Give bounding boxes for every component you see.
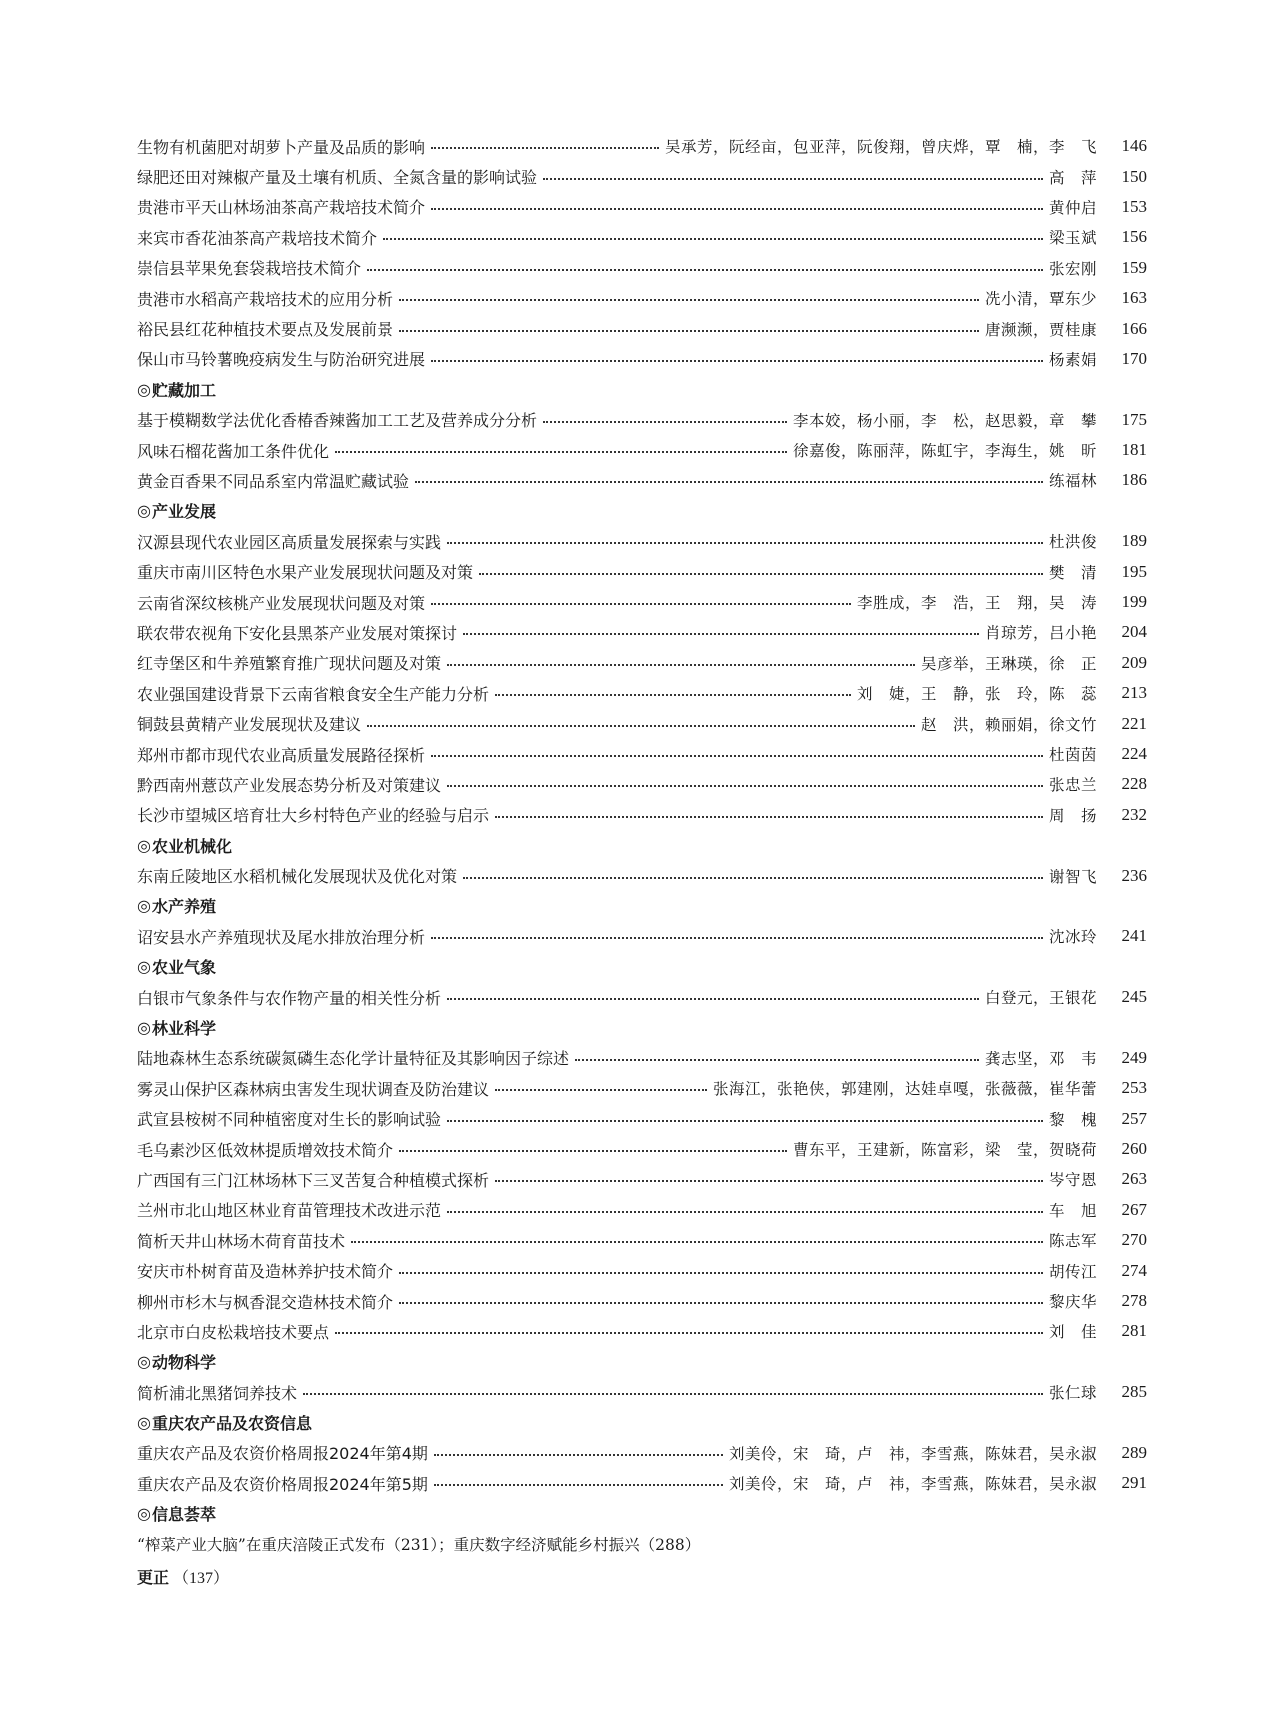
entry-authors: 龚志坚，邓 韦 (984, 1049, 1097, 1068)
entry-page-number: 228 (1121, 774, 1147, 794)
entry-authors: 谢智飞 (1048, 867, 1097, 886)
toc-entry[interactable] (137, 708, 1147, 738)
entry-page-number: 263 (1121, 1169, 1147, 1189)
entry-authors: 张海江，张艳侠，郭建刚，达娃卓嘎，张薇薇，崔华蕾 (712, 1080, 1097, 1099)
entry-title: 贵港市平天山林场油茶高产栽培技术简介 (137, 198, 426, 218)
dot-leader (431, 208, 1043, 210)
entry-authors: 刘美伶，宋 琦，卢 祎，李雪燕，陈妹君，吴永淑 (728, 1475, 1097, 1494)
entry-title: 广西国有三门江林场林下三叉苦复合种植模式探析 (137, 1170, 490, 1190)
dot-leader (399, 330, 979, 332)
entry-title: 安庆市朴树育苗及造林养护技术简介 (137, 1262, 394, 1282)
section-marker: ◎ (137, 1413, 151, 1433)
entry-page-number: 146 (1121, 136, 1147, 156)
dot-leader (495, 1089, 707, 1091)
section-heading (137, 830, 1147, 860)
entry-title: 云南省深纹核桃产业发展现状问题及对策 (137, 593, 426, 613)
entry-authors: 唐濒濒，贾桂康 (984, 320, 1097, 339)
entry-authors: 杜洪俊 (1048, 533, 1097, 552)
entry-page-number: 166 (1121, 318, 1147, 338)
entry-page-number: 245 (1121, 987, 1147, 1007)
entry-title: 裕民县红花种植技术要点及发展前景 (137, 320, 394, 340)
entry-page-number: 270 (1121, 1230, 1147, 1250)
entry-page-number: 285 (1121, 1382, 1147, 1402)
entry-authors: 曹东平，王建新，陈富彩，梁 莹，贺晓荷 (792, 1141, 1097, 1160)
dot-leader (463, 633, 979, 635)
dot-leader (367, 725, 915, 727)
dot-leader (479, 573, 1043, 575)
entry-page-number: 260 (1121, 1139, 1147, 1159)
toc-entry[interactable] (137, 587, 1147, 617)
table-of-contents (137, 131, 1147, 1593)
entry-page-number: 291 (1121, 1473, 1147, 1493)
toc-entry[interactable] (137, 435, 1147, 465)
dot-leader (335, 1332, 1043, 1334)
entry-page-number: 186 (1121, 470, 1147, 490)
section-label: 信息荟萃 (151, 1505, 216, 1525)
entry-title: 简析天井山林场木荷育苗技术 (137, 1231, 346, 1251)
entry-page-number: 253 (1121, 1078, 1147, 1098)
dot-leader (543, 178, 1043, 180)
toc-entry[interactable] (137, 1255, 1147, 1285)
entry-page-number: 156 (1121, 227, 1147, 247)
entry-authors: 刘 佳 (1048, 1323, 1097, 1342)
dot-leader (495, 1180, 1043, 1182)
toc-entry[interactable] (137, 344, 1147, 374)
entry-authors: 白登元，王银花 (984, 989, 1097, 1008)
toc-entry[interactable] (137, 678, 1147, 708)
entry-authors: 胡传江 (1048, 1262, 1097, 1281)
dot-leader (447, 785, 1043, 787)
entry-authors: 陈志军 (1048, 1232, 1097, 1251)
dot-leader (447, 542, 1043, 544)
dot-leader (431, 603, 851, 605)
section-label: 贮藏加工 (151, 380, 216, 400)
toc-entry[interactable] (137, 739, 1147, 769)
dot-leader (447, 1120, 1043, 1122)
entry-page-number: 150 (1121, 166, 1147, 186)
correction-page: （137） (173, 1569, 230, 1587)
dot-leader (351, 1241, 1043, 1243)
entry-page-number: 189 (1121, 531, 1147, 551)
entry-authors: 车 旭 (1048, 1201, 1097, 1220)
section-marker: ◎ (137, 1504, 151, 1524)
entry-page-number: 163 (1121, 288, 1147, 308)
entry-page-number: 204 (1121, 622, 1147, 642)
section-heading (137, 952, 1147, 982)
toc-entry[interactable] (137, 1468, 1147, 1498)
entry-title: 保山市马铃薯晚疫病发生与防治研究进展 (137, 350, 426, 370)
entry-title: 生物有机菌肥对胡萝卜产量及品质的影响 (137, 137, 426, 157)
section-marker: ◎ (137, 379, 151, 399)
entry-title: 铜鼓县黄精产业发展现状及建议 (137, 715, 362, 735)
section-label: 动物科学 (151, 1353, 216, 1373)
toc-entry[interactable] (137, 192, 1147, 222)
dot-leader (431, 755, 1043, 757)
entry-page-number: 153 (1121, 196, 1147, 216)
entry-authors: 黎 槐 (1048, 1110, 1097, 1129)
entry-page-number: 221 (1121, 713, 1147, 733)
dot-leader (447, 998, 979, 1000)
dot-leader (495, 816, 1043, 818)
entry-title: 郑州市都市现代农业高质量发展路径探析 (137, 745, 426, 765)
entry-authors: 樊 清 (1048, 563, 1097, 582)
toc-entry[interactable] (137, 131, 1147, 161)
dot-leader (447, 1211, 1043, 1213)
dot-leader (434, 1484, 723, 1486)
section-marker: ◎ (137, 1352, 151, 1372)
dot-leader (495, 694, 851, 696)
section-label: 林业科学 (151, 1019, 216, 1039)
entry-page-number: 257 (1121, 1108, 1147, 1128)
dot-leader (463, 877, 1043, 879)
entry-title: 红寺堡区和牛养殖繁育推广现状问题及对策 (137, 654, 442, 674)
toc-entry[interactable] (137, 982, 1147, 1012)
dot-leader (367, 269, 1043, 271)
entry-authors: 赵 洪，赖丽娟，徐文竹 (920, 715, 1097, 734)
entry-title: 黄金百香果不同品系室内常温贮藏试验 (137, 471, 410, 491)
entry-authors: 岑守恩 (1048, 1171, 1097, 1190)
toc-entry[interactable] (137, 1073, 1147, 1103)
entry-title: 重庆农产品及农资价格周报2024年第4期 (137, 1444, 428, 1464)
entry-page-number: 232 (1121, 804, 1147, 824)
entry-title: 雾灵山保护区森林病虫害发生现状调查及防治建议 (137, 1079, 490, 1099)
dot-leader (399, 299, 979, 301)
entry-title: 北京市白皮松栽培技术要点 (137, 1322, 330, 1342)
toc-entry[interactable] (137, 648, 1147, 678)
toc-entry[interactable] (137, 617, 1147, 647)
entry-title: 重庆市南川区特色水果产业发展现状问题及对策 (137, 563, 474, 583)
entry-page-number: 278 (1121, 1291, 1147, 1311)
toc-entry[interactable] (137, 405, 1147, 435)
dot-leader (415, 481, 1043, 483)
dot-leader (383, 238, 1043, 240)
toc-entry[interactable] (137, 1286, 1147, 1316)
toc-entry[interactable] (137, 1195, 1147, 1225)
entry-title: 来宾市香花油茶高产栽培技术简介 (137, 228, 378, 248)
entry-title: 东南丘陵地区水稻机械化发展现状及优化对策 (137, 867, 458, 887)
entry-authors: 李本姣，杨小丽，李 松，赵思毅，章 攀 (792, 411, 1097, 430)
dot-leader (335, 451, 787, 453)
entry-title: 毛乌素沙区低效林提质增效技术简介 (137, 1140, 394, 1160)
toc-entry[interactable] (137, 1134, 1147, 1164)
entry-authors: 肖琼芳，吕小艳 (984, 624, 1097, 643)
entry-title: 农业强国建设背景下云南省粮食安全生产能力分析 (137, 684, 490, 704)
section-heading (137, 1499, 1147, 1529)
dot-leader (543, 421, 787, 423)
entry-authors: 黄仲启 (1048, 198, 1097, 217)
toc-entry[interactable] (137, 921, 1147, 951)
entry-authors: 周 扬 (1048, 806, 1097, 825)
section-heading (137, 374, 1147, 404)
entry-page-number: 267 (1121, 1199, 1147, 1219)
toc-entry[interactable] (137, 1104, 1147, 1134)
entry-authors: 练福林 (1048, 472, 1097, 491)
entry-title: 长沙市望城区培育壮大乡村特色产业的经验与启示 (137, 806, 490, 826)
toc-entry[interactable] (137, 860, 1147, 890)
entry-authors: 冼小清，覃东少 (984, 290, 1097, 309)
entry-title: 联农带农视角下安化县黑茶产业发展对策探讨 (137, 623, 458, 643)
entry-title: 绿肥还田对辣椒产量及土壤有机质、全氮含量的影响试验 (137, 168, 538, 188)
entry-authors: 沈冰玲 (1048, 928, 1097, 947)
dot-leader (431, 147, 659, 149)
section-label: 产业发展 (151, 502, 216, 522)
entry-title: 诏安县水产养殖现状及尾水排放治理分析 (137, 927, 426, 947)
entry-authors: 张仁球 (1048, 1384, 1097, 1403)
entry-title: 汉源县现代农业园区高质量发展探索与实践 (137, 532, 442, 552)
entry-title: 武宣县桉树不同种植密度对生长的影响试验 (137, 1110, 442, 1130)
entry-authors: 刘美伶，宋 琦，卢 祎，李雪燕，陈妹君，吴永淑 (728, 1444, 1097, 1463)
toc-entry[interactable] (137, 1316, 1147, 1346)
entry-page-number: 181 (1121, 440, 1147, 460)
dot-leader (431, 360, 1043, 362)
entry-title: 简析浦北黑猪饲养技术 (137, 1383, 298, 1403)
entry-page-number: 274 (1121, 1260, 1147, 1280)
entry-page-number: 175 (1121, 409, 1147, 429)
dot-leader (399, 1302, 1043, 1304)
section-marker: ◎ (137, 896, 151, 916)
entry-authors: 杜茵茵 (1048, 746, 1097, 764)
section-label: 农业机械化 (151, 836, 232, 856)
dot-leader (575, 1059, 979, 1061)
toc-entry[interactable] (137, 556, 1147, 586)
dot-leader (431, 937, 1043, 939)
section-heading (137, 496, 1147, 526)
entry-authors: 杨素娟 (1048, 350, 1097, 369)
section-marker: ◎ (137, 1018, 151, 1038)
section-heading (137, 1407, 1147, 1437)
entry-authors: 黎庆华 (1048, 1293, 1097, 1312)
entry-title: 贵港市水稻高产栽培技术的应用分析 (137, 289, 394, 309)
entry-page-number: 224 (1121, 744, 1147, 763)
entry-page-number: 241 (1121, 926, 1147, 946)
section-heading (137, 1012, 1147, 1042)
section-marker: ◎ (137, 835, 151, 855)
correction-line (137, 1559, 1147, 1593)
toc-entry[interactable] (137, 800, 1147, 830)
entry-page-number: 213 (1121, 683, 1147, 703)
section-marker: ◎ (137, 957, 151, 977)
toc-entry[interactable] (137, 161, 1147, 191)
toc-entry[interactable] (137, 1043, 1147, 1073)
toc-entry[interactable] (137, 1438, 1147, 1468)
dot-leader (434, 1454, 723, 1456)
entry-authors: 吴彦举，王琳瑛，徐 正 (920, 654, 1097, 673)
entry-page-number: 195 (1121, 561, 1147, 581)
entry-authors: 徐嘉俊，陈丽萍，陈虹宇，李海生，姚 昕 (792, 442, 1097, 461)
toc-entry[interactable] (137, 526, 1147, 556)
toc-entry[interactable] (137, 313, 1147, 343)
section-label: 农业气象 (151, 958, 216, 978)
entry-page-number: 249 (1121, 1047, 1147, 1067)
entry-title: 黔西南州薏苡产业发展态势分析及对策建议 (137, 775, 442, 795)
entry-authors: 张忠兰 (1048, 776, 1097, 795)
toc-entry[interactable] (137, 1377, 1147, 1407)
entry-title: 陆地森林生态系统碳氮磷生态化学计量特征及其影响因子综述 (137, 1049, 570, 1069)
entry-page-number: 170 (1121, 348, 1147, 368)
section-heading (137, 891, 1147, 921)
section-marker: ◎ (137, 501, 151, 521)
section-label: 重庆农产品及农资信息 (151, 1414, 312, 1434)
entry-title: 白银市气象条件与农作物产量的相关性分析 (137, 988, 442, 1008)
toc-entry[interactable] (137, 222, 1147, 252)
toc-entry[interactable] (137, 283, 1147, 313)
entry-title: 崇信县苹果免套袋栽培技术简介 (137, 259, 362, 279)
entry-authors: 吴承芳，阮经亩，包亚萍，阮俊翔，曾庆烨，覃 楠，李 飞 (664, 138, 1097, 157)
toc-entry[interactable] (137, 1225, 1147, 1255)
entry-authors: 张宏刚 (1048, 259, 1097, 278)
entry-authors: 高 萍 (1048, 168, 1097, 187)
entry-authors: 李胜成，李 浩，王 翔，吴 涛 (856, 594, 1097, 613)
section-heading (137, 1347, 1147, 1377)
toc-entry[interactable] (137, 769, 1147, 799)
section-label: 水产养殖 (151, 897, 216, 917)
toc-entry[interactable] (137, 465, 1147, 495)
entry-page-number: 236 (1121, 865, 1147, 885)
entry-title: 基于模糊数学法优化香椿香辣酱加工工艺及营养成分分析 (137, 411, 538, 431)
entry-title: 风味石榴花酱加工条件优化 (137, 441, 330, 461)
entry-authors: 梁玉斌 (1048, 229, 1097, 248)
dot-leader (447, 664, 915, 666)
correction-label: 更正 (137, 1567, 170, 1587)
entry-title: 兰州市北山地区林业育苗管理技术改进示范 (137, 1201, 442, 1221)
entry-title: 柳州市杉木与枫香混交造林技术简介 (137, 1292, 394, 1312)
entry-page-number: 199 (1121, 592, 1147, 612)
toc-entry[interactable] (137, 253, 1147, 283)
entry-page-number: 289 (1121, 1442, 1147, 1462)
entry-page-number: 159 (1121, 257, 1147, 277)
dot-leader (399, 1272, 1043, 1274)
toc-entry[interactable] (137, 1164, 1147, 1194)
entry-page-number: 281 (1121, 1321, 1147, 1341)
info-line: “榨菜产业大脑”在重庆涪陵正式发布（231）；重庆数字经济赋能乡村振兴（288） (137, 1536, 701, 1555)
entry-authors: 刘 婕，王 静，张 玲，陈 蕊 (856, 685, 1097, 704)
entry-title: 重庆农产品及农资价格周报2024年第5期 (137, 1474, 428, 1494)
dot-leader (303, 1393, 1043, 1395)
dot-leader (399, 1150, 787, 1152)
entry-page-number: 209 (1121, 652, 1147, 672)
